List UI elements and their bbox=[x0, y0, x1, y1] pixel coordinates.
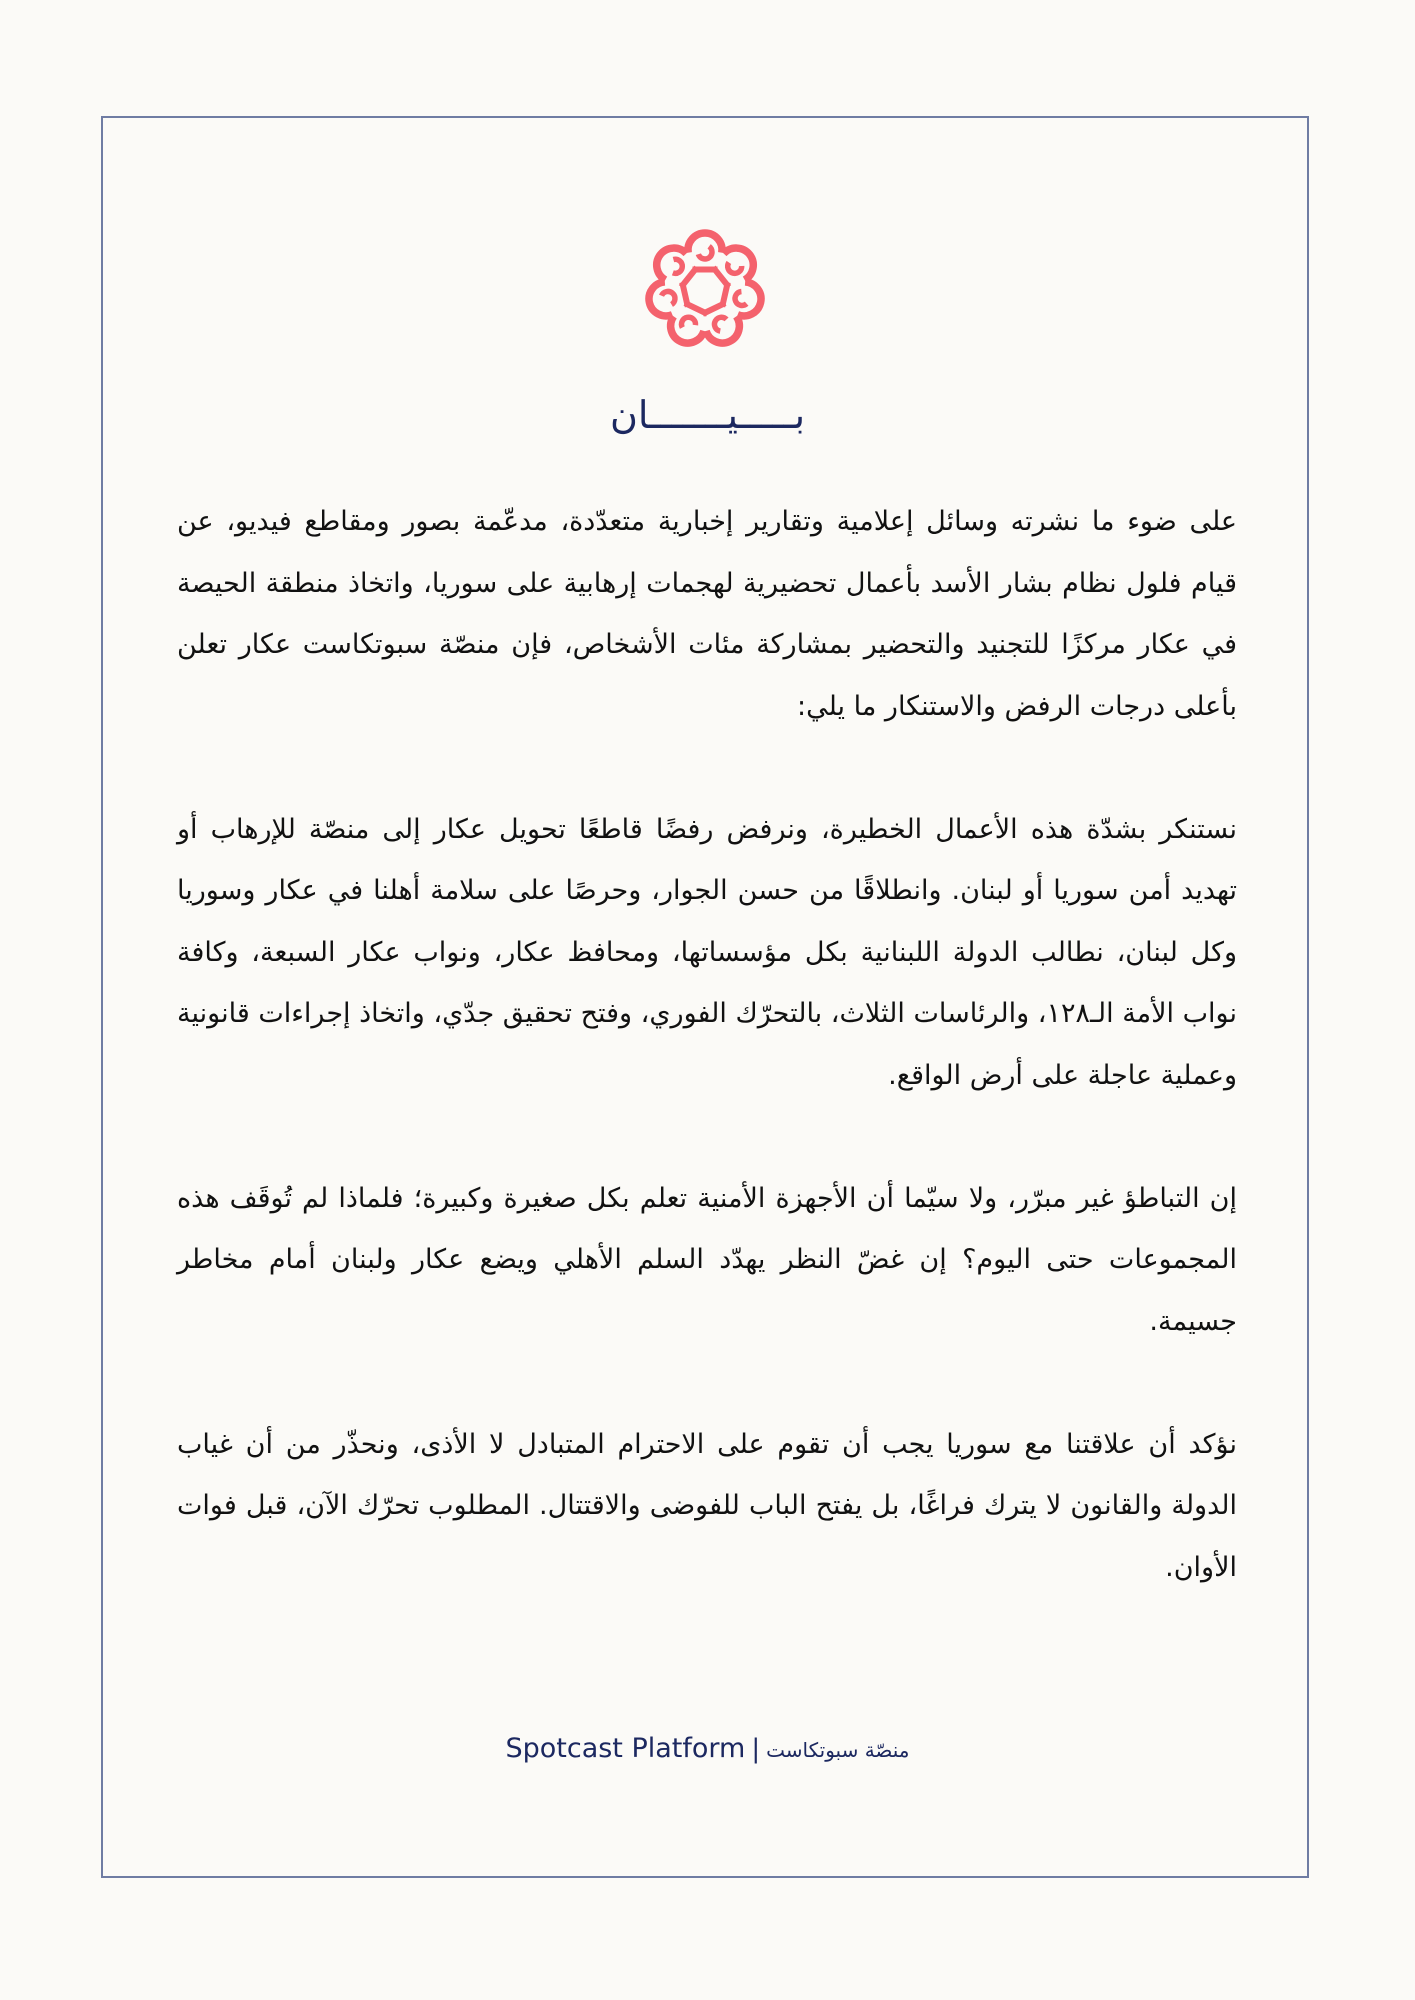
knot-lobes bbox=[649, 233, 761, 343]
knot-hook bbox=[698, 246, 712, 259]
footer-signature bbox=[0, 1729, 1415, 1770]
knot-hook bbox=[728, 262, 742, 273]
knot-hook bbox=[714, 317, 726, 331]
statement-body bbox=[177, 491, 1237, 1660]
paragraph-3: إن التباطؤ غير مبرّر، ولا سيّما أن الأجهزة الأمنية تعلم بكل صغيرة وكبيرة؛ فلماذا لم تُوقَف هذه المجموعات حتى اليوم؟ إن غضّ النظر يهدّد السلم الأهلي ويضع عكار ولبنان أمام مخاطر جسيمة. bbox=[177, 1182, 1237, 1337]
knot-hook bbox=[682, 317, 696, 327]
knot-hook bbox=[662, 291, 675, 304]
knot-hook bbox=[735, 291, 747, 305]
knot-hook bbox=[673, 259, 682, 273]
footer-brand-arabic: منصّة سبوتكاست bbox=[766, 1738, 910, 1762]
paragraph-4: نؤكد أن علاقتنا مع سوريا يجب أن تقوم على الاحترام المتبادل لا الأذى، ونحذّر من أن غياب الدولة والقانون لا يترك فراغًا، بل يفتح الباب للفوضى والاقتتال. المطلوب تحرّك الآن، قبل فوات الأوان. bbox=[177, 1428, 1237, 1583]
footer-brand-english: Spotcast Platform bbox=[505, 1733, 746, 1764]
knot-lobe bbox=[649, 282, 672, 316]
knot-lobe bbox=[706, 316, 739, 343]
paragraph-2: نستنكر بشدّة هذه الأعمال الخطيرة، ونرفض رفضًا قاطعًا تحويل عكار إلى منصّة للإرهاب أو تهديد أمن سوريا أو لبنان. وانطلاقًا من حسن الجوار، وحرصًا على سلامة أهلنا في عكار وسوريا وكل لبنان، نطالب الدولة اللبنانية بكل مؤسساتها، ومحافظ عكار، ونواب عكار السبعة، وكافة نواب الأمة الـ١٢٨، والرئاسات الثلاث، بالتحرّك الفوري، وفتح تحقيق جدّي، واتخاذ إجراءات قانونية وعملية عاجلة على أرض الواقع. bbox=[177, 813, 1237, 1091]
knot-lobe bbox=[671, 316, 704, 343]
knot-lobe bbox=[688, 233, 722, 253]
knot-lobe bbox=[738, 282, 761, 316]
footer-separator: | bbox=[751, 1734, 761, 1764]
knot-rosette-logo-icon bbox=[644, 229, 766, 351]
page-title: بـــــيـــــــان bbox=[609, 393, 806, 437]
paragraph-1: على ضوء ما نشرته وسائل إعلامية وتقارير إخبارية متعدّدة، مدعّمة بصور ومقاطع فيديو، عن قيام فلول نظام بشار الأسد بأعمال تحضيرية لهجمات إرهابية على سوريا، واتخاذ منطقة الحيصة في عكار مركزًا للتجنيد والتحضير بمشاركة مئات الأشخاص، فإن منصّة سبوتكاست عكار تعلن بأعلى درجات الرفض والاستنكار ما يلي: bbox=[177, 506, 1237, 722]
